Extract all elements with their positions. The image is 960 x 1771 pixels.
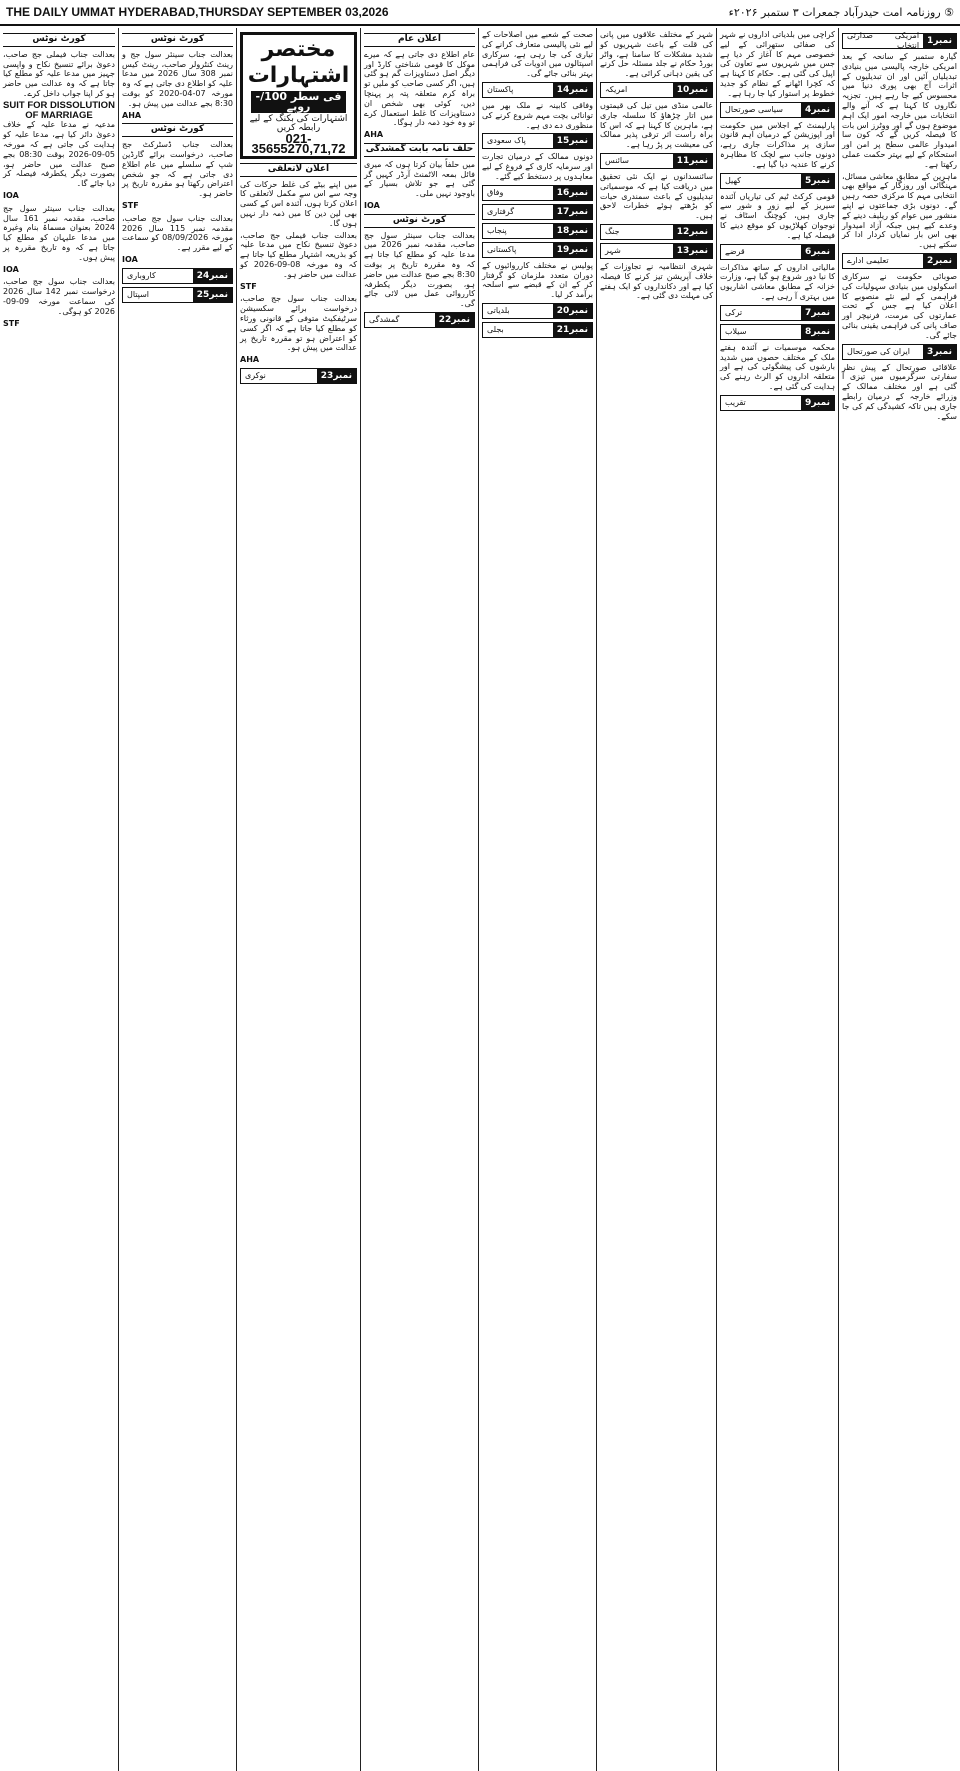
article-paragraph: عام اطلاع دی جاتی ہے کہ میرے موکل کا قومی شناختی کارڈ اور دیگر اصل دستاویزات گم ہو گئی ہیں، اگر کسی صاحب کو ملیں تو براہ کرم متعلقہ پتہ پر پہنچا دیں، کوئی بھی شخص ان دستاویزات کا غلط استعمال کرے تو وہ خود ذمہ دار ہوگا۔ — [364, 49, 475, 128]
article-paragraph: پولیس نے مختلف کارروائیوں کے دوران متعدد ملزمان کو گرفتار کر کے ان کے قبضے سے اسلحہ برآمد کر لیا۔ — [482, 260, 593, 300]
article-paragraph: عالمی منڈی میں تیل کی قیمتوں میں اتار چڑھاؤ کا سلسلہ جاری ہے، ماہرین کا کہنا ہے کہ اس کا براہ راست اثر ترقی پذیر ممالک کی معیشت پر پڑ رہا ہے۔ — [600, 100, 713, 150]
article-paragraph: میں حلفاً بیان کرتا ہوں کہ میری فائل بمعہ الاٹمنٹ آرڈر کہیں گر گئی ہے جو تلاش بسیار کے باوجود نہیں ملی۔ — [364, 159, 475, 199]
section-number: نمبر11 — [673, 154, 712, 168]
section-label: بجلی — [487, 325, 504, 335]
section-number: نمبر3 — [923, 345, 956, 359]
classified-phone: 021-35655270,71,72 — [251, 131, 346, 156]
agency-code: IOA — [3, 190, 19, 200]
section-heading — [240, 368, 357, 384]
article-paragraph: کراچی میں بلدیاتی اداروں نے شہر کی صفائی ستھرائی کے لیے خصوصی مہم کا آغاز کر دیا ہے جس میں شہریوں سے تعاون کی اپیل کی گئی ہے۔ حکام کا کہنا ہے کہ کچرا اٹھانے کے نظام کو جدید خطوط پر استوار کیا جا رہا ہے۔ — [720, 30, 835, 98]
notice-heading: اعلان لاتعلقی — [240, 163, 357, 177]
article-paragraph: بعدالت جناب فیملی جج صاحب، دعویٰ تنسیخ نکاح میں مدعا علیہ کو بذریعہ اشتہار مطلع کیا جاتا ہے کہ وہ مورخہ 08-09-2026 کو عدالت میں حاضر ہو۔ — [240, 230, 358, 279]
article-paragraph: قومی کرکٹ ٹیم کی تیاریاں آئندہ سیریز کے لیے زور و شور سے جاری ہیں، کوچنگ اسٹاف نے نوجوان کھلاڑیوں کو موقع دینے کا فیصلہ کیا ہے۔ — [720, 191, 835, 240]
article-paragraph: بعدالت جناب سینئر سول جج صاحب، مقدمہ نمبر 2026 میں مدعا علیہ کو مطلع کیا جاتا ہے کہ وہ مقررہ تاریخ پر بوقت 8:30 بجے صبح عدالت میں حاضر ہو، بصورت دیگر یکطرفہ کارروائی عمل میں لائی جائے گی۔ — [364, 230, 475, 309]
article-paragraph: پارلیمنٹ کے اجلاس میں حکومت اور اپوزیشن کے درمیان اہم قانون سازی پر مذاکرات جاری رہے، دونوں جانب سے لچک کا مظاہرہ کرنے کا عندیہ دیا گیا ہے۔ — [720, 120, 835, 169]
section-number: نمبر16 — [553, 186, 592, 200]
article-paragraph: بعدالت جناب سول جج صاحب، درخواست برائے سکسیشن سرٹیفکیٹ متوفی کے قانونی ورثاء کو مطلع کیا جاتا ہے کہ اگر کسی کو اعتراض ہو تو مقررہ تاریخ پر عدالت میں پیش ہو۔ — [240, 294, 357, 353]
section-heading — [720, 395, 835, 411]
classified-contact: اشتہارات کی بکنگ کے لیے رابطہ کریں — [249, 113, 348, 134]
article-paragraph: دونوں ممالک کے درمیان تجارت اور سرمایہ کاری کے فروغ کے لیے معاہدوں پر دستخط کیے گئے۔ — [482, 152, 593, 181]
section-heading — [842, 33, 957, 49]
article-paragraph: بعدالت جناب ڈسٹرکٹ جج صاحب، درخواست برائے گارڈین شپ کے سلسلے میں عام اطلاع دی جاتی ہے کہ جو شخص اعتراض رکھتا ہو مقررہ تاریخ پر حاضر ہو۔ — [122, 140, 233, 199]
article-paragraph: شہر کے مختلف علاقوں میں پانی کی قلت کے باعث شہریوں کو شدید مشکلات کا سامنا ہے، واٹر بورڈ حکام نے جلد مسئلہ حل کرنے کی یقین دہانی کرائی ہے۔ — [600, 30, 713, 79]
classified-title: مختصر اشتہارات — [247, 37, 350, 88]
article-paragraph: بعدالت جناب فیملی جج صاحب، دعویٰ برائے تنسیخ نکاح و واپسی جہیز میں مدعا علیہ کو مطلع کیا جاتا ہے کہ وہ عدالت میں حاضر ہو کر اپنا جواب داخل کرے۔ — [3, 49, 115, 98]
agency-code: AHA — [364, 130, 384, 140]
section-label: امریکی صدارتی انتخاب — [847, 31, 920, 50]
section-label: گمشدگی — [369, 315, 400, 325]
section-number: نمبر5 — [801, 174, 834, 188]
agency-code: STF — [240, 281, 257, 291]
section-heading — [842, 253, 957, 269]
section-label: کاروباری — [127, 270, 156, 280]
section-number: نمبر17 — [553, 205, 592, 219]
section-number: نمبر24 — [193, 269, 232, 283]
article-paragraph: مدعیہ نے مدعا علیہ کے خلاف دعویٰ دائر کیا ہے، مدعا علیہ کو ہدایت کی جاتی ہے کہ مورخہ 05-09-2026 بوقت 08:30 بجے صبح عدالت میں حاضر ہو، بصورت دیگر یکطرفہ فیصلہ کر دیا جائے گا۔ — [3, 120, 116, 189]
section-number: نمبر8 — [801, 325, 834, 339]
article-paragraph: علاقائی صورتحال کے پیش نظر سفارتی سرگرمیوں میں تیزی آ گئی ہے اور مختلف ممالک کے وزرائے خارجہ کے درمیان رابطے جاری ہیں تاکہ کشیدگی کم کی جا سکے۔ — [842, 362, 957, 421]
section-number: نمبر2 — [923, 254, 956, 268]
agency-code: AHA — [240, 355, 260, 365]
notice-heading: اعلان عام — [364, 33, 475, 47]
article-paragraph: ماہرین کے مطابق معاشی مسائل، مہنگائی اور روزگار کے مواقع بھی انتخابی مہم کا مرکزی حصہ رہیں گے۔ دونوں بڑی جماعتوں نے اپنے منشور میں عوام کو ریلیف دینے کے وعدے کیے ہیں جبکہ آزاد امیدوار بھی اس بار نمایاں کردار ادا کر سکتے ہیں۔ — [842, 171, 957, 250]
section-number: نمبر21 — [553, 323, 592, 337]
section-heading — [600, 82, 713, 98]
article-paragraph: وفاقی کابینہ نے ملک بھر میں توانائی بچت مہم شروع کرنے کی منظوری دے دی ہے۔ — [482, 100, 593, 130]
column-6 — [236, 28, 360, 1771]
agency-code: STF — [3, 318, 20, 328]
section-heading — [482, 223, 593, 239]
column-8 — [0, 28, 118, 1771]
section-label: بلدیاتی — [487, 306, 510, 316]
section-label: سائنس — [605, 156, 629, 166]
section-number: نمبر22 — [435, 313, 474, 327]
section-heading — [720, 173, 835, 189]
section-label: گرفتاری — [487, 206, 515, 216]
column-5 — [360, 28, 478, 1771]
section-heading — [720, 305, 835, 321]
section-heading — [482, 82, 593, 98]
article-paragraph: بعدالت جناب سول جج صاحب، درخواست نمبر 142 سال 2026 کی سماعت مورخہ 09-09-2026 کو ہوگی۔ — [3, 277, 115, 316]
section-heading — [720, 102, 835, 118]
notice-heading: کورٹ نوٹس — [122, 123, 233, 137]
agency-code: STF — [122, 200, 139, 210]
classified-rate: فی سطر 100/- روپے — [251, 91, 346, 113]
classified-ads-banner — [240, 32, 357, 159]
section-number: نمبر4 — [801, 103, 834, 117]
section-heading — [482, 242, 593, 258]
section-heading — [482, 322, 593, 338]
agency-code: IOA — [3, 264, 19, 274]
section-heading — [482, 185, 593, 201]
section-label: وفاق — [487, 187, 504, 197]
article-paragraph: بعدالت جناب سینئر سول جج و رینٹ کنٹرولر صاحب، رینٹ کیس نمبر 308 سال 2026 میں مدعا علیہ کو اطلاع دی جاتی ہے کہ وہ مورخہ 07-04-2020 کو بوقت 8:30 بجے عدالت میں پیش ہو۔ — [122, 49, 233, 108]
section-number: نمبر18 — [553, 224, 592, 238]
article-paragraph: محکمہ موسمیات نے آئندہ ہفتے ملک کے مختلف حصوں میں شدید بارشوں کی پیشگوئی کی ہے اور متعلقہ اداروں کو الرٹ رہنے کی ہدایت کی گئی ہے۔ — [720, 342, 835, 391]
article-paragraph: مالیاتی اداروں کے ساتھ مذاکرات کا نیا دور شروع ہو گیا ہے، وزارت خزانہ کے مطابق معاشی اشاریوں میں بہتری آ رہی ہے۔ — [720, 262, 835, 301]
section-number: نمبر6 — [801, 245, 834, 259]
notice-heading: کورٹ نوٹس — [122, 33, 233, 47]
section-number: نمبر9 — [801, 396, 834, 410]
notice-heading: کورٹ نوٹس — [364, 214, 475, 228]
article-paragraph: شہری انتظامیہ نے تجاوزات کے خلاف آپریشن تیز کرنے کا فیصلہ کیا ہے اور دکانداروں کو ایک ہفتے کی مہلت دی گئی ہے۔ — [600, 261, 713, 301]
section-label: سیاسی صورتحال — [725, 104, 783, 114]
section-label: جنگ — [605, 227, 620, 237]
english-heading: SUIT FOR DISSOLUTION OF MARRIAGE — [3, 99, 115, 121]
section-heading — [482, 303, 593, 319]
masthead-english: THE DAILY UMMAT HYDERABAD,THURSDAY SEPTEMBER 03,2026 — [6, 5, 389, 19]
section-number: نمبر14 — [553, 83, 592, 97]
section-label: سیلاب — [725, 326, 747, 336]
column-7 — [118, 28, 236, 1771]
section-heading — [482, 204, 593, 220]
section-number: نمبر20 — [553, 304, 592, 318]
column-1 — [838, 28, 960, 1771]
article-paragraph: میں اپنے بیٹے کی غلط حرکات کی وجہ سے اس سے مکمل لاتعلقی کا اعلان کرتا ہوں، آئندہ اس کے کسی بھی لین دین کا میں ذمہ دار نہیں ہوں گا۔ — [240, 179, 357, 228]
section-label: ترکی — [725, 307, 743, 317]
section-number: نمبر12 — [673, 225, 712, 239]
article-paragraph: سائنسدانوں نے ایک نئی تحقیق میں دریافت کیا ہے کہ موسمیاتی تبدیلیوں کے باعث سمندری حیات کو بڑھتے ہوئے خطرات لاحق ہیں۔ — [600, 171, 713, 221]
section-number: نمبر23 — [317, 369, 356, 383]
section-label: تعلیمی ادارے — [847, 256, 889, 266]
column-3 — [596, 28, 716, 1771]
page-content — [0, 28, 960, 1771]
section-number: نمبر15 — [553, 134, 592, 148]
article-paragraph: بعدالت جناب سول جج صاحب، مقدمہ نمبر 115 سال 2026 مورخہ 08/09/2026 کو سماعت کے لیے مقرر ہے۔ — [122, 213, 233, 253]
section-label: پاکستان — [487, 85, 514, 95]
section-label: ایران کی صورتحال — [847, 346, 910, 356]
agency-code: AHA — [122, 110, 142, 120]
article-paragraph: بعدالت جناب سینئر سول جج صاحب، مقدمہ نمبر 161 سال 2024 بعنوان مسماۃ بنام وغیرہ میں مدعا علیہان کو مطلع کیا جاتا ہے کہ وہ تاریخ مقررہ پر پیش ہوں۔ — [3, 203, 115, 262]
section-heading — [842, 344, 957, 360]
agency-code: IOA — [122, 254, 138, 264]
section-heading — [600, 224, 713, 240]
article-paragraph: صحت کے شعبے میں اصلاحات کے لیے نئی پالیسی متعارف کرانے کی تیاری کی جا رہی ہے، سرکاری اسپتالوں میں ادویات کی فراہمی بہتر بنائی جائے گی۔ — [482, 30, 593, 79]
section-heading — [482, 133, 593, 149]
section-heading — [720, 244, 835, 260]
section-heading — [600, 243, 713, 259]
section-label: پاکستانی — [487, 244, 517, 254]
notice-heading: حلف نامہ بابت گمشدگی — [364, 143, 475, 157]
section-label: شہر — [605, 246, 621, 256]
section-label: کھیل — [725, 175, 741, 185]
section-label: امریکہ — [605, 85, 628, 95]
section-number: نمبر7 — [801, 306, 834, 320]
section-label: پاک سعودی — [487, 136, 526, 146]
section-heading — [122, 268, 233, 284]
column-4 — [478, 28, 596, 1771]
section-number: نمبر13 — [673, 244, 712, 258]
agency-code: IOA — [364, 200, 380, 210]
notice-heading: کورٹ نوٹس — [3, 33, 115, 47]
section-number: نمبر1 — [923, 34, 956, 48]
section-label: تقریب — [725, 397, 746, 407]
section-heading — [122, 287, 233, 303]
article-paragraph: صوبائی حکومت نے سرکاری اسکولوں میں بنیادی سہولیات کی فراہمی کے لیے نئے منصوبے کا اعلان کیا ہے جس کے تحت عمارتوں کی مرمت، فرنیچر اور صاف پانی کی فراہمی یقینی بنائی جائے گی۔ — [842, 271, 957, 340]
section-label: اسپتال — [127, 289, 150, 299]
section-number: نمبر19 — [553, 243, 592, 257]
masthead-urdu: ⑤ روزنامہ امت حیدرآباد جمعرات ۳ ستمبر ۲۰۲۶ء — [728, 5, 954, 19]
section-heading — [720, 324, 835, 340]
column-2 — [716, 28, 838, 1771]
section-label: پنجاب — [487, 225, 507, 235]
article-paragraph: گیارہ ستمبر کے سانحہ کے بعد امریکی خارجہ پالیسی میں بنیادی تبدیلیاں آئیں اور ان تبدیلیوں کے اثرات آج بھی پوری دنیا میں محسوس کیے جا رہے ہیں۔ تجزیہ نگاروں کا کہنا ہے کہ آنے والے انتخابات میں خارجہ امور ایک اہم موضوع ہوں گے اور ووٹرز اس بات کا فیصلہ کریں گے کہ کون سا امیدوار عالمی سطح پر امن اور استحکام کے لیے بہتر حکمت عملی رکھتا ہے۔ — [842, 52, 957, 169]
section-heading — [364, 312, 475, 328]
section-number: نمبر10 — [673, 83, 712, 97]
section-label: نوکری — [245, 371, 266, 381]
section-number: نمبر25 — [193, 288, 232, 302]
section-heading — [600, 153, 713, 169]
section-label: قرضے — [725, 246, 745, 256]
masthead — [0, 0, 960, 26]
